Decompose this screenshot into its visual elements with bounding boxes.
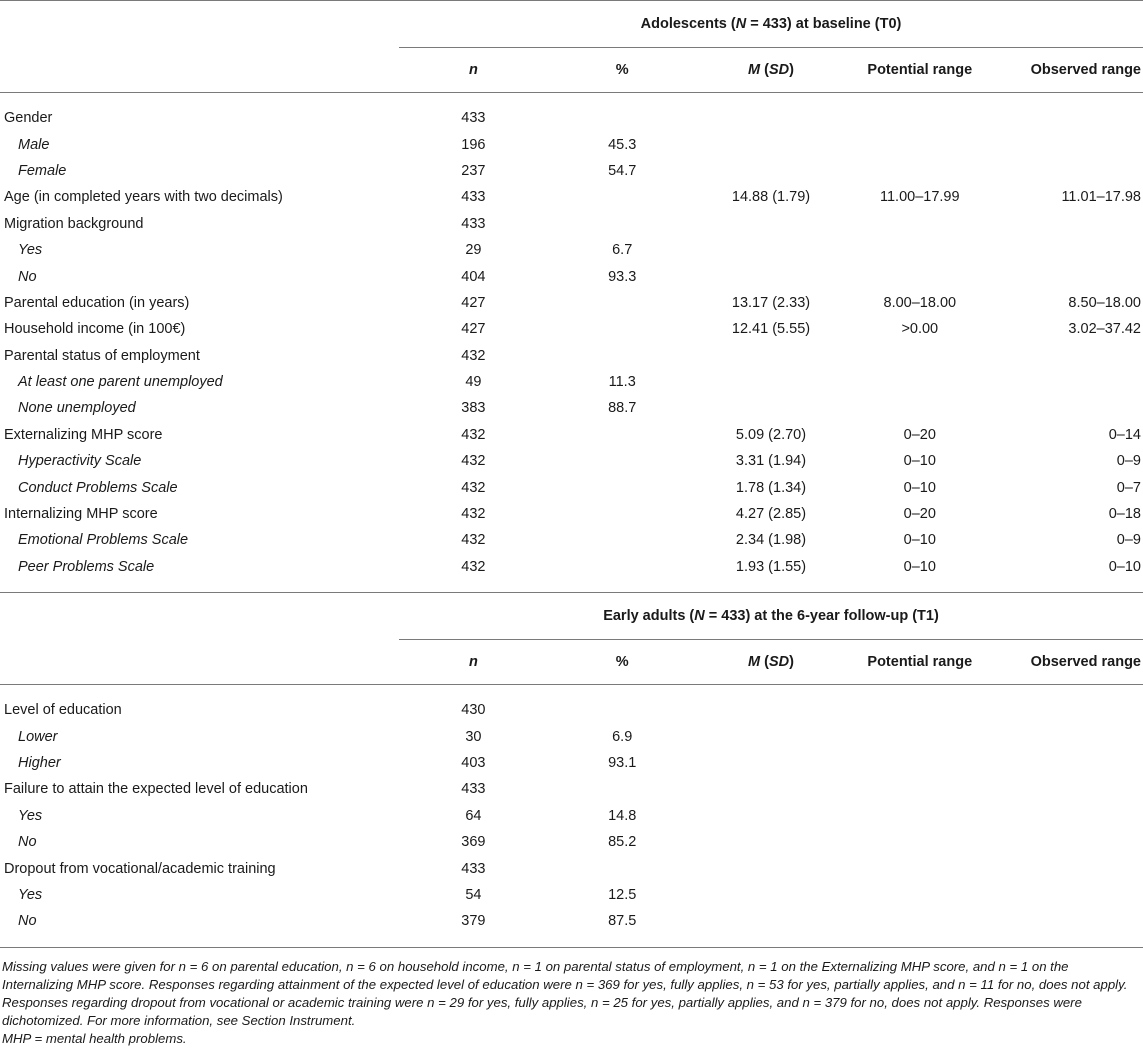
cell-observed-range: 0–9: [1116, 453, 1141, 470]
cell-potential-range: 0–10: [903, 479, 936, 496]
cell-observed-range: 0–10: [1108, 558, 1141, 575]
row-label: Migration background: [4, 215, 144, 232]
cell-n: 404: [461, 268, 486, 285]
cell-observed-range: [994, 908, 1143, 934]
cell-observed-range: 8.50–18.00: [1068, 294, 1141, 311]
cell-potential-range: [845, 237, 994, 263]
cell-n: 433: [461, 781, 486, 798]
table-row: [0, 554, 1143, 580]
cell-potential-range: [845, 211, 994, 237]
row-label: Yes: [18, 242, 43, 259]
cell-observed-range: 0–7: [1116, 479, 1141, 496]
column-header-row: [0, 48, 1143, 93]
table-row: [0, 829, 1143, 855]
cell-potential-range: [845, 803, 994, 829]
cell-percent: [548, 697, 697, 723]
row-label: Age (in completed years with two decimals): [4, 189, 283, 206]
cell-mean-sd: [697, 131, 846, 157]
col-observed-range: Observed range: [994, 48, 1143, 93]
table-row: [0, 158, 1143, 184]
cell-observed-range: [994, 237, 1143, 263]
cell-observed-range: 3.02–37.42: [1068, 321, 1141, 338]
cell-potential-range: 0–10: [903, 558, 936, 575]
table-row: [0, 908, 1143, 934]
cell-n: 54: [465, 886, 482, 903]
row-label: Peer Problems Scale: [18, 558, 155, 575]
table-row: [0, 697, 1143, 723]
column-header-row: [0, 640, 1143, 685]
cell-observed-range: [994, 855, 1143, 881]
cell-n: 30: [465, 728, 482, 745]
col-potential-range: Potential range: [845, 48, 994, 93]
cell-percent: 11.3: [608, 374, 636, 391]
cell-percent: [548, 527, 697, 553]
col-percent: %: [548, 640, 697, 685]
cell-potential-range: [845, 829, 994, 855]
row-label: Parental status of employment: [4, 347, 200, 364]
cell-percent: [548, 184, 697, 210]
section-title-baseline: Adolescents (N = 433) at baseline (T0): [399, 1, 1143, 48]
row-label: No: [18, 268, 37, 285]
cell-mean-sd: 12.41 (5.55): [731, 321, 811, 338]
cell-potential-range: 0–20: [903, 506, 936, 523]
cell-n: 49: [465, 374, 482, 391]
cell-mean-sd: [697, 211, 846, 237]
cell-potential-range: [845, 855, 994, 881]
cell-n: 64: [465, 807, 482, 824]
cell-observed-range: [994, 105, 1143, 131]
cell-n: 433: [461, 860, 486, 877]
footnote-abbreviation: MHP = mental health problems.: [2, 1030, 187, 1046]
table-row: [0, 316, 1143, 342]
table-row: [0, 723, 1143, 749]
cell-observed-range: [994, 131, 1143, 157]
cell-observed-range: 0–14: [1108, 426, 1141, 443]
cell-mean-sd: [697, 723, 846, 749]
row-label: No: [18, 913, 37, 930]
cell-percent: 87.5: [608, 913, 637, 930]
cell-potential-range: >0.00: [901, 321, 939, 338]
cell-percent: [548, 474, 697, 500]
cell-observed-range: [994, 882, 1143, 908]
col-mean-sd: M (SD): [697, 640, 846, 685]
row-label: No: [18, 834, 37, 851]
table-row: [0, 369, 1143, 395]
row-label: Externalizing MHP score: [4, 426, 163, 443]
row-label: None unemployed: [18, 400, 136, 417]
cell-n: 432: [461, 506, 486, 523]
cell-n: 432: [461, 347, 486, 364]
cell-potential-range: 0–10: [903, 453, 936, 470]
cell-observed-range: 0–9: [1116, 532, 1141, 549]
cell-potential-range: [845, 369, 994, 395]
cell-potential-range: 0–10: [903, 532, 936, 549]
cell-observed-range: [994, 803, 1143, 829]
table-row: [0, 263, 1143, 289]
cell-mean-sd: [697, 829, 846, 855]
cell-mean-sd: [697, 776, 846, 802]
cell-observed-range: 0–18: [1108, 506, 1141, 523]
cell-mean-sd: [697, 908, 846, 934]
cell-observed-range: [994, 158, 1143, 184]
cell-percent: 88.7: [608, 400, 637, 417]
cell-potential-range: [845, 105, 994, 131]
cell-potential-range: [845, 158, 994, 184]
row-label: Male: [18, 136, 50, 153]
table-row: [0, 855, 1143, 881]
row-label: Internalizing MHP score: [4, 506, 158, 523]
cell-mean-sd: 2.34 (1.98): [735, 532, 807, 549]
cell-mean-sd: [697, 395, 846, 421]
cell-potential-range: [845, 263, 994, 289]
table-row: [0, 527, 1143, 553]
cell-potential-range: [845, 395, 994, 421]
cell-potential-range: 0–20: [903, 426, 936, 443]
row-label: Emotional Problems Scale: [18, 532, 189, 549]
cell-potential-range: [845, 131, 994, 157]
cell-percent: [548, 211, 697, 237]
row-label: Lower: [18, 728, 58, 745]
table-row: [0, 184, 1143, 210]
row-label: Higher: [18, 755, 61, 771]
cell-potential-range: 8.00–18.00: [883, 294, 957, 311]
cell-mean-sd: [697, 855, 846, 881]
cell-potential-range: [845, 723, 994, 749]
table-row: [0, 803, 1143, 829]
section-header-baseline: [0, 1, 1143, 48]
cell-n: 379: [461, 913, 486, 930]
cell-mean-sd: [697, 343, 846, 369]
cell-mean-sd: 1.93 (1.55): [735, 558, 807, 575]
cell-percent: [548, 290, 697, 316]
cell-n: 427: [461, 321, 486, 338]
table-row: [0, 750, 1143, 776]
cell-potential-range: [845, 882, 994, 908]
cell-mean-sd: [697, 803, 846, 829]
cell-percent: [548, 501, 697, 527]
cell-n: 427: [461, 294, 486, 311]
cell-percent: 54.7: [608, 162, 637, 179]
cell-mean-sd: [697, 882, 846, 908]
row-label: Hyperactivity Scale: [18, 453, 142, 470]
cell-n: 369: [461, 834, 486, 851]
section-title-followup: Early adults (N = 433) at the 6-year follow-up (T1): [399, 593, 1143, 640]
cell-n: 433: [461, 189, 486, 206]
col-potential-range: Potential range: [845, 640, 994, 685]
cell-mean-sd: 13.17 (2.33): [731, 294, 811, 311]
section-header-followup: [0, 593, 1143, 640]
cell-observed-range: [994, 211, 1143, 237]
cell-n: 432: [461, 479, 486, 496]
cell-mean-sd: 14.88 (1.79): [731, 189, 811, 206]
cell-potential-range: [845, 750, 994, 776]
cell-percent: [548, 105, 697, 131]
cell-observed-range: [994, 750, 1143, 776]
table-row: [0, 237, 1143, 263]
row-label: Household income (in 100€): [4, 321, 186, 338]
cell-percent: [548, 343, 697, 369]
footnote-text: Missing values were given for n = 6 on parental education, n = 6 on household income, n = 1 on parental status of employment, n = 1 on the Externalizing MHP score, and n = 1 on the Internalizing MHP score. Responses regarding attainment of the expected level of education were n = 369 for yes, fully applies, n = 53 for yes, partially applies, and n = 11 for no, does not apply. Responses regarding dropout from vocational or academic training were n = 29 for yes, fully applies, n = 25 for yes, partially applies, and n = 379 for no, does not apply. Responses were dichotomized. For more information, see Section Instrument.: [2, 958, 1128, 1028]
row-label: At least one parent unemployed: [18, 374, 223, 391]
row-label: Yes: [18, 807, 43, 824]
cell-n: 432: [461, 426, 486, 443]
cell-mean-sd: 4.27 (2.85): [735, 506, 807, 523]
cell-percent: 85.2: [608, 834, 637, 851]
cell-observed-range: [994, 263, 1143, 289]
cell-n: 196: [461, 136, 486, 153]
cell-mean-sd: [697, 697, 846, 723]
table-row: [0, 211, 1143, 237]
cell-mean-sd: 3.31 (1.94): [735, 453, 807, 470]
table-row: [0, 474, 1143, 500]
cell-percent: [548, 855, 697, 881]
cell-n: 383: [461, 400, 486, 417]
col-n: n: [399, 640, 548, 685]
cell-percent: [548, 316, 697, 342]
cell-n: 237: [461, 162, 486, 179]
cell-observed-range: [994, 343, 1143, 369]
table-row: [0, 422, 1143, 448]
cell-n: 403: [461, 755, 486, 771]
cell-potential-range: [845, 343, 994, 369]
cell-potential-range: [845, 908, 994, 934]
cell-mean-sd: [697, 750, 846, 776]
cell-mean-sd: 1.78 (1.34): [735, 479, 807, 496]
cell-percent: [548, 554, 697, 580]
row-label: Level of education: [4, 702, 122, 719]
table-row: [0, 448, 1143, 474]
cell-potential-range: [845, 776, 994, 802]
cell-n: 432: [461, 532, 486, 549]
cell-percent: [548, 422, 697, 448]
cell-mean-sd: [697, 263, 846, 289]
table-row: [0, 776, 1143, 802]
cell-n: 433: [461, 215, 486, 232]
cell-n: 432: [461, 558, 486, 575]
cell-percent: 6.9: [612, 728, 633, 745]
cell-observed-range: [994, 395, 1143, 421]
cell-observed-range: [994, 776, 1143, 802]
cell-mean-sd: [697, 237, 846, 263]
table-row: [0, 501, 1143, 527]
cell-observed-range: [994, 723, 1143, 749]
cell-potential-range: 11.00–17.99: [880, 189, 960, 206]
cell-observed-range: 11.01–17.98: [1061, 189, 1141, 206]
col-observed-range: Observed range: [994, 640, 1143, 685]
cell-n: 29: [465, 242, 482, 259]
cell-percent: [548, 448, 697, 474]
cell-percent: 93.1: [608, 755, 637, 771]
row-label: Gender: [4, 110, 53, 127]
row-label: Conduct Problems Scale: [18, 479, 178, 496]
table-row: [0, 343, 1143, 369]
table-footnote: [0, 948, 1143, 1048]
baseline-rows: [0, 105, 1143, 580]
cell-observed-range: [994, 829, 1143, 855]
row-label: Failure to attain the expected level of education: [4, 781, 308, 798]
cell-observed-range: [994, 697, 1143, 723]
cell-percent: 93.3: [608, 268, 637, 285]
col-n: n: [399, 48, 548, 93]
table-row: [0, 882, 1143, 908]
row-label: Female: [18, 162, 67, 179]
cell-mean-sd: [697, 105, 846, 131]
col-percent: %: [548, 48, 697, 93]
cell-percent: [548, 776, 697, 802]
row-label: Parental education (in years): [4, 294, 190, 311]
row-label: Dropout from vocational/academic training: [4, 860, 276, 877]
followup-rows: [0, 697, 1143, 935]
cell-percent: 45.3: [608, 136, 637, 153]
table-row: [0, 105, 1143, 131]
row-label: Yes: [18, 886, 43, 903]
cell-mean-sd: 5.09 (2.70): [735, 426, 807, 443]
cell-n: 432: [461, 453, 486, 470]
cell-observed-range: [994, 369, 1143, 395]
table-row: [0, 395, 1143, 421]
cell-percent: 14.8: [608, 807, 637, 824]
table-row: [0, 131, 1143, 157]
cell-mean-sd: [697, 369, 846, 395]
cell-n: 430: [461, 702, 486, 719]
cell-percent: 6.7: [612, 242, 633, 259]
table-row: [0, 290, 1143, 316]
cell-n: 433: [461, 110, 486, 127]
col-mean-sd: M (SD): [697, 48, 846, 93]
cell-potential-range: [845, 697, 994, 723]
cell-mean-sd: [697, 158, 846, 184]
cell-percent: 12.5: [608, 886, 637, 903]
